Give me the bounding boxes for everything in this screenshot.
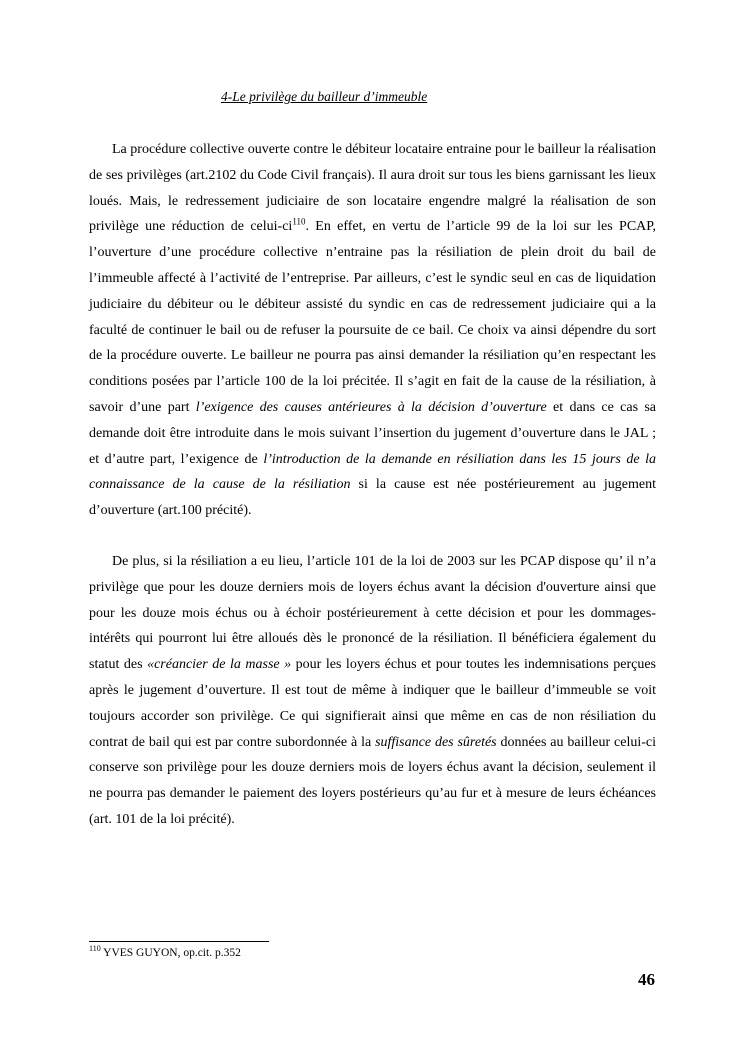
paragraph-2-italic-1: «créancier de la masse »: [147, 657, 292, 673]
footnote-text: YVES GUYON, op.cit. p.352: [100, 947, 241, 959]
paragraph-2: [89, 549, 656, 833]
footnote-reference[interactable]: 110: [292, 216, 306, 227]
section-heading: 4-Le privilège du bailleur d’immeuble: [221, 89, 428, 104]
paragraph-1-text-3: et dans ce cas sa demande doit être introduite dans le mois suivant l’insertion du jugement d’ouverture dans le JAL ; et d’autre part, l’exigence de: [89, 399, 656, 467]
footnote-divider: [89, 941, 269, 942]
footnote-number: 110: [89, 944, 101, 954]
page-number: 46: [638, 970, 655, 989]
paragraph-1-italic-1: l’exigence des causes antérieures à la décision d’ouverture: [195, 399, 547, 415]
paragraph-2-italic-2: suffisance des sûretés: [375, 734, 497, 750]
paragraph-2-text-2: pour les loyers échus et pour toutes les indemnisations perçues après le jugement d’ouverture. Il est tout de même à indiquer que le bailleur d’immeuble se voit toujours accorder son privilège. Ce qui signifierait ainsi que même en cas de non résiliation du contrat de bail qui est par contre subordonnée à la: [89, 657, 657, 750]
paragraph-1-text-4: si la cause est née postérieurement au jugement d’ouverture (art.100 précité).: [89, 477, 656, 519]
paragraph-1: [89, 137, 656, 524]
footnote: [89, 944, 241, 959]
paragraph-2-text-1: De plus, si la résiliation a eu lieu, l’article 101 de la loi de 2003 sur les PCAP dispose qu’ il n’a privilège que pour les douze derniers mois de loyers échus avant la décision d'ouverture ainsi que pour les douze mois échus ou à échoir postérieurement à cette décision et pour les dommages-intérêts qui pourront lui être alloués dès le prononcé de la résiliation. Il bénéficiera également du statut des: [89, 554, 656, 673]
paragraph-1-text-2: . En effet, en vertu de l’article 99 de la loi sur les PCAP, l’ouverture d’une procédure collective n’entraine pas la résiliation de plein droit du bail de l’immeuble affecté à l’activité de l’entreprise. Par ailleurs, c’est le syndic seul en cas de liquidation judiciaire du débiteur ou le débiteur assisté du syndic en cas de redressement judiciaire qui a la faculté de continuer le bail ou de refuser la poursuite de ce bail. Ce choix va ainsi dépendre du sort de la procédure ouverte. Le bailleur ne pourra pas ainsi demander la résiliation qu’en respectant les conditions posées par l’article 100 de la loi précitée. Il s’agit en fait de la cause de la résiliation, à savoir d’une part: [89, 219, 657, 415]
paragraph-1-italic-2: l’introduction de la demande en résiliation dans les 15 jours de la connaissance de la cause de la résiliation: [89, 451, 656, 493]
paragraph-2-text-3: données au bailleur celui-ci conserve son privilège pour les douze derniers mois de loyers échus avant la décision, seulement il ne pourra pas demander le paiement des loyers postérieurs qu’au fur et à mesure de leurs échéances (art. 101 de la loi précité).: [89, 734, 656, 827]
paragraph-1-text-1: La procédure collective ouverte contre le débiteur locataire entraine pour le bailleur la réalisation de ses privilèges (art.2102 du Code Civil français). Il aura droit sur tous les biens garnissant les lieux loués. Mais, le redressement judiciaire de son locataire engendre malgré la réalisation de son privilège une réduction de celui-ci: [89, 142, 656, 235]
